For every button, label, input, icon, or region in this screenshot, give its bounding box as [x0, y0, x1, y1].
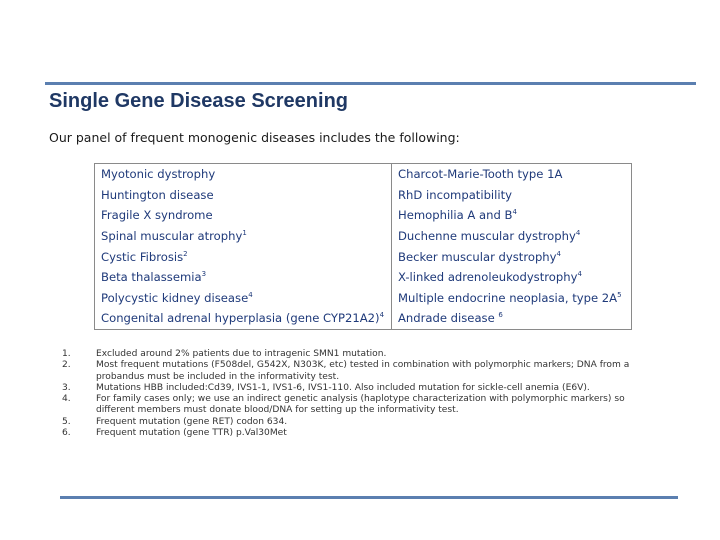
disease-name: Duchenne muscular dystrophy: [398, 229, 576, 244]
footnote-text: For family cases only; we use an indirect genetic analysis (haplotype characterization with polymorphic markers) so different members must donate blood/DNA for setting up the informativity test.: [96, 394, 625, 416]
disease-cell-left: [95, 185, 392, 206]
disease-cell-left: [95, 205, 392, 226]
table-row: [95, 267, 632, 288]
disease-cell-right: [392, 288, 632, 309]
footnote-ref: 6: [498, 311, 503, 320]
footnote-item: [62, 417, 662, 428]
footnote-item: [62, 428, 662, 439]
disease-name: X-linked adrenoleukodystrophy: [398, 270, 578, 285]
footnotes: [62, 349, 662, 439]
footnote-item: [62, 383, 662, 394]
disease-cell-right: [392, 226, 632, 247]
table-row: [95, 288, 632, 309]
top-divider: [45, 82, 696, 85]
footnote-ref: 2: [183, 249, 188, 258]
table-row: [95, 185, 632, 206]
disease-name: Multiple endocrine neoplasia, type 2A: [398, 290, 618, 305]
footnote-ref: 3: [201, 270, 207, 279]
footnote-text: Frequent mutation (gene RET) codon 634.: [96, 416, 288, 427]
disease-cell-left: [95, 288, 392, 309]
disease-name: Hemophilia A and B: [398, 208, 513, 223]
footnote-item: [62, 394, 662, 417]
table-row: [95, 226, 632, 247]
footnote-ref: 4: [575, 229, 581, 238]
disease-name: Huntington disease: [101, 187, 214, 202]
disease-cell-left: [95, 246, 392, 267]
disease-name: Charcot-Marie-Tooth type 1A: [398, 167, 563, 182]
disease-panel-table: [94, 163, 632, 330]
disease-name: Myotonic dystrophy: [101, 167, 216, 182]
footnote-number: 3.: [62, 382, 71, 393]
disease-name: Congenital adrenal hyperplasia (gene CYP21A2): [101, 311, 380, 326]
footnote-number: 1.: [62, 349, 71, 359]
slide-title: Single Gene Disease Screening: [49, 90, 349, 112]
footnote-ref: 5: [617, 291, 622, 299]
disease-cell-left: [95, 226, 392, 247]
footnote-number: 5.: [62, 416, 71, 427]
footnote-ref: 4: [379, 311, 385, 320]
disease-name: Cystic Fibrosis: [101, 249, 184, 264]
footnote-item: [62, 349, 662, 360]
disease-cell-right: [392, 308, 632, 329]
table-row: [95, 205, 632, 226]
table-row: [95, 308, 632, 329]
footnote-text: Frequent mutation (gene TTR) p.Val30Met: [96, 428, 287, 439]
disease-cell-left: [95, 308, 392, 329]
footnote-text: Mutations HBB included:Cd39, IVS1-1, IVS1-6, IVS1-110. Also included mutation for sickle-cell anemia (E6V).: [96, 382, 590, 393]
disease-cell-left: [95, 267, 392, 288]
footnote-ref: 4: [512, 208, 517, 217]
disease-cell-right: [392, 164, 632, 185]
disease-cell-right: [392, 246, 632, 267]
disease-cell-left: [95, 164, 392, 185]
table-row: [95, 246, 632, 267]
disease-cell-right: [392, 205, 632, 226]
footnote-ref: 4: [577, 270, 582, 279]
footnote-ref: 4: [248, 291, 253, 299]
disease-cell-right: [392, 185, 632, 206]
disease-name: Spinal muscular atrophy: [101, 229, 243, 244]
footnote-number: 6.: [62, 428, 71, 439]
disease-name: Andrade disease: [398, 311, 499, 326]
disease-name: Polycystic kidney disease: [101, 290, 249, 305]
footnote-ref: 4: [556, 249, 561, 258]
disease-name: Beta thalassemia: [101, 270, 202, 285]
table-row: [95, 164, 632, 185]
footnote-item: [62, 360, 662, 383]
disease-cell-right: [392, 267, 632, 288]
disease-name: RhD incompatibility: [398, 187, 513, 202]
intro-text: Our panel of frequent monogenic diseases includes the following:: [49, 130, 460, 145]
disease-name: Fragile X syndrome: [101, 208, 213, 223]
disease-name: Becker muscular dystrophy: [398, 249, 557, 264]
footnote-text: Excluded around 2% patients due to intragenic SMN1 mutation.: [96, 349, 387, 359]
footnote-ref: 1: [242, 229, 247, 238]
footnote-number: 4.: [62, 394, 71, 405]
footnote-text: Most frequent mutations (F508del, G542X, N303K, etc) tested in combination with polymorphic markers; DNA from a probandus must be included in the informativity test.: [96, 360, 630, 382]
disease-panel-body: [95, 164, 632, 330]
bottom-divider: [60, 496, 678, 499]
footnote-number: 2.: [62, 360, 71, 371]
